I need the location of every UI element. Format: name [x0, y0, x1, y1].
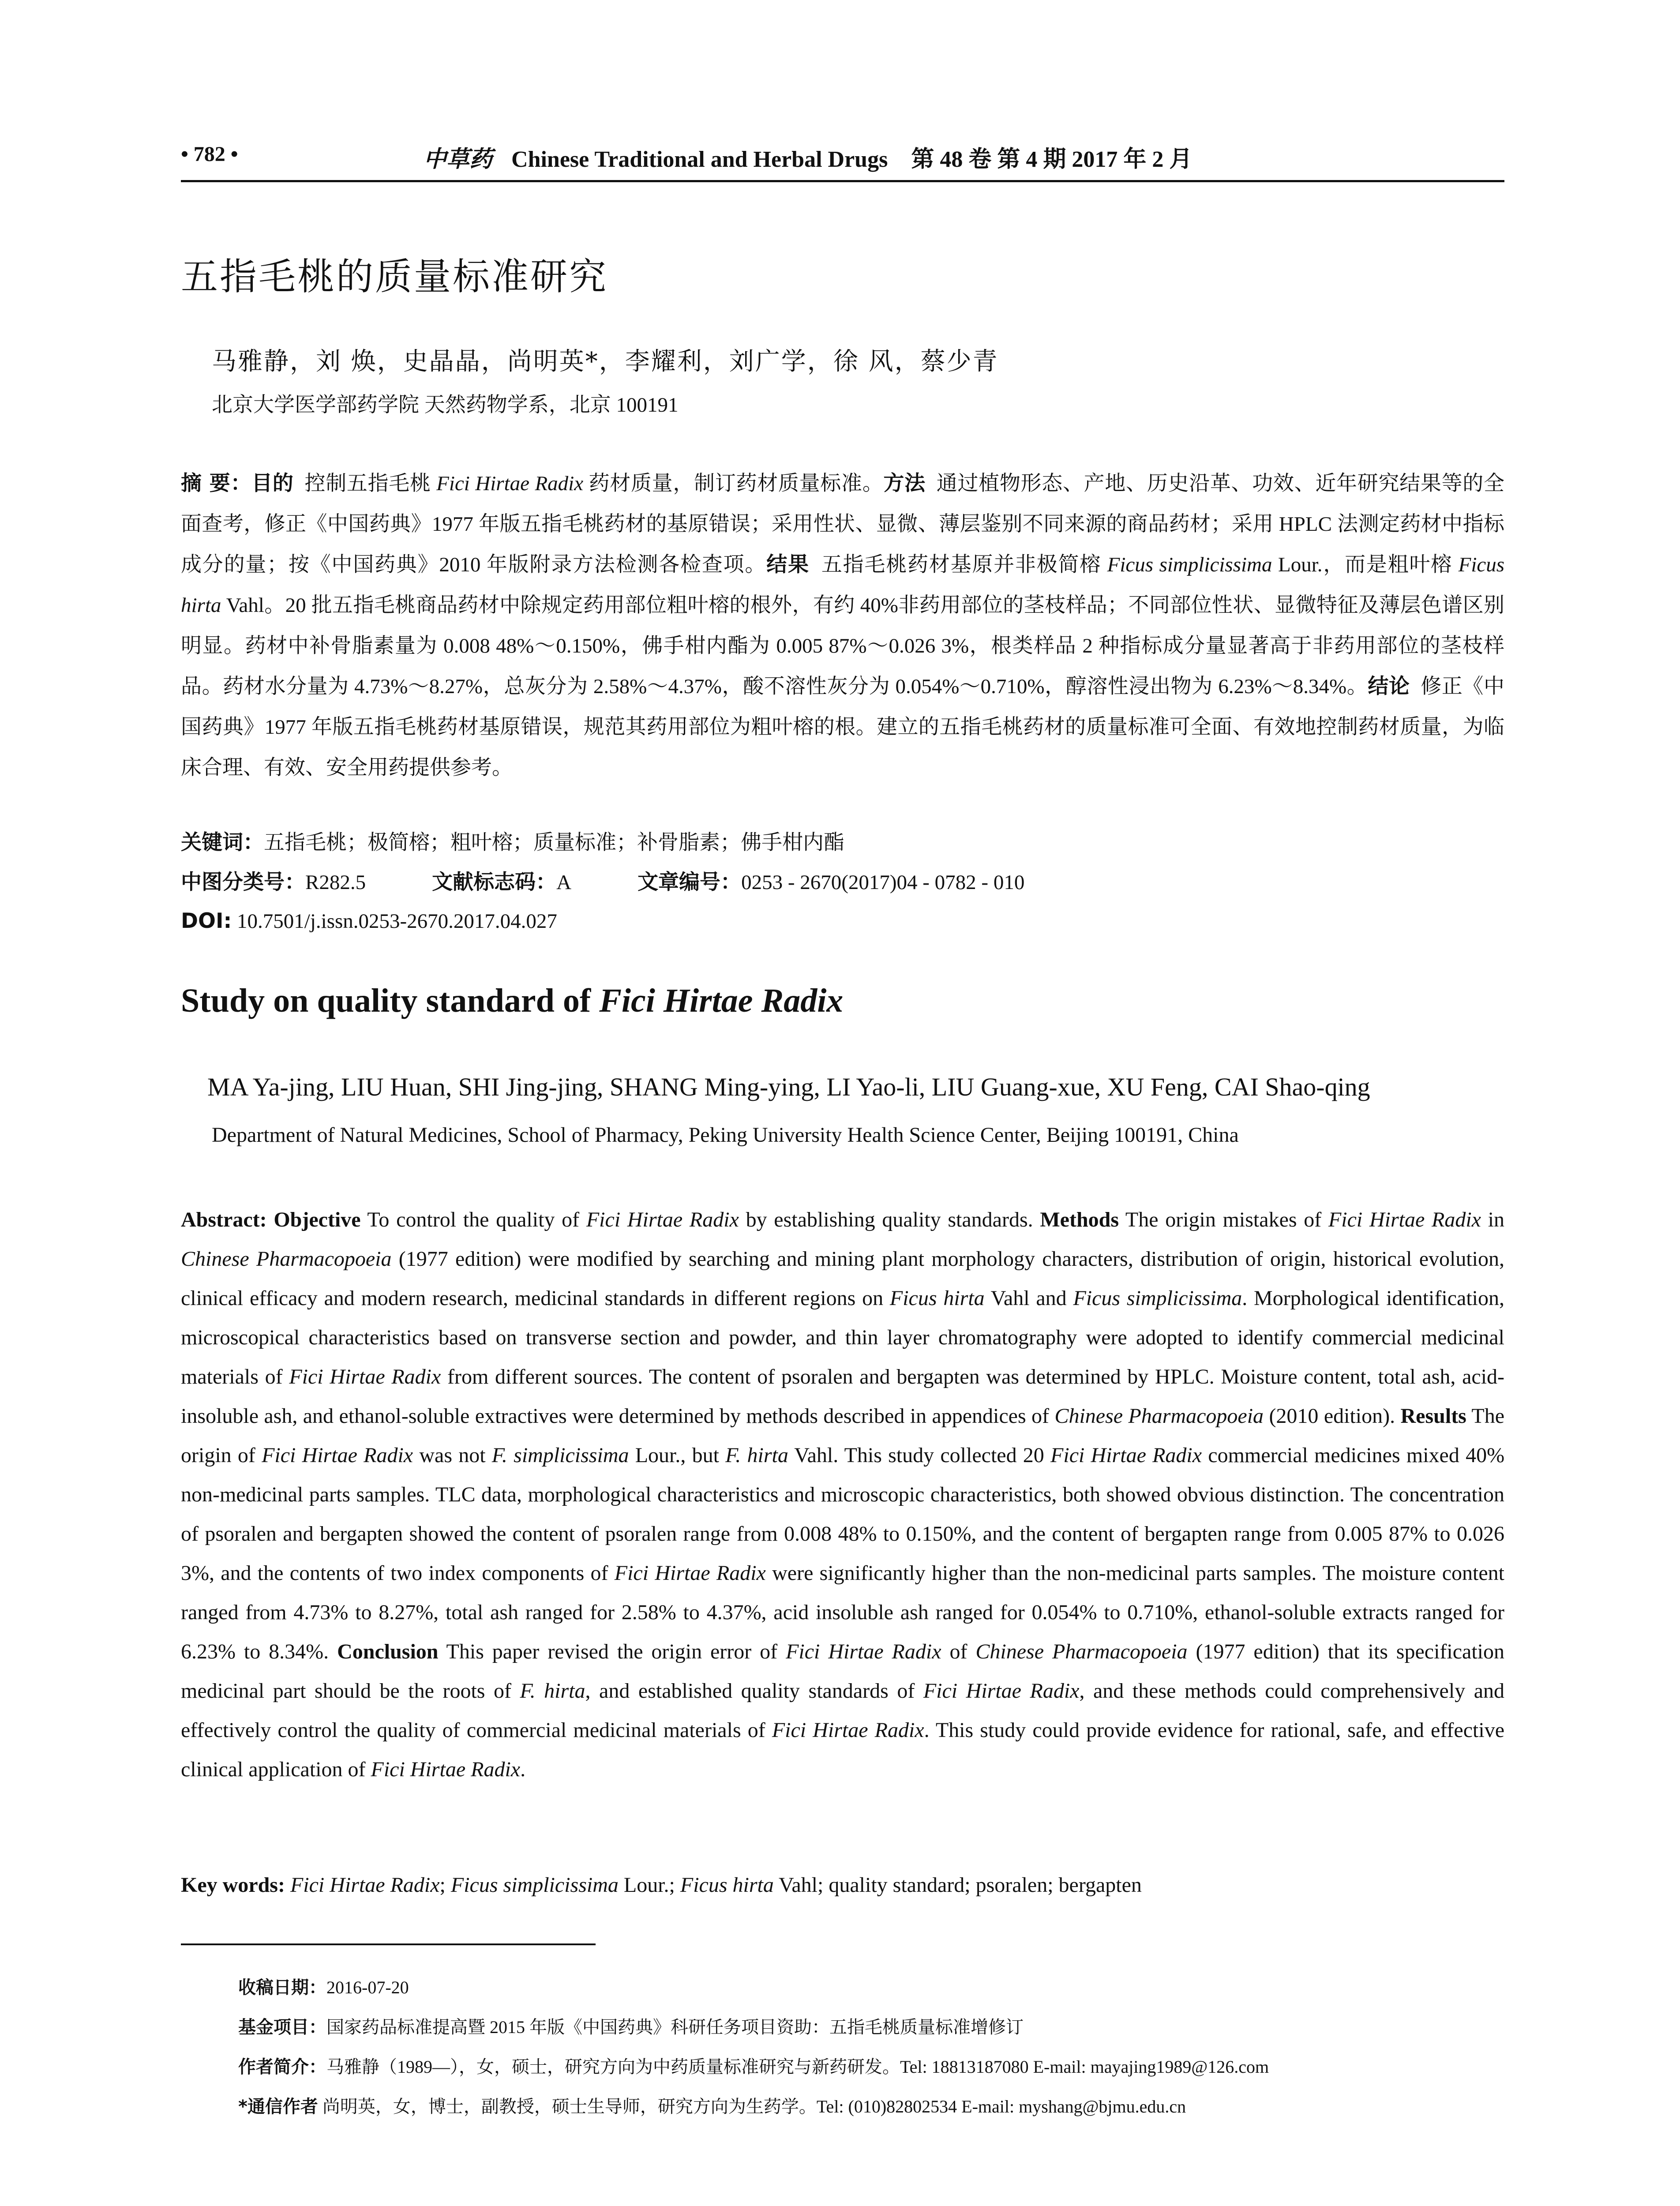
cn-authors: 马雅静，刘 焕，史晶晶，尚明英*，李耀利，刘广学，徐 风，蔡少青 — [212, 347, 999, 376]
cn-results-text-2: Lour.，而是粗叶榕 — [1272, 553, 1459, 576]
received-label: 收稿日期： — [238, 1977, 326, 1998]
cn-objective-text: 控制五指毛桃 — [304, 472, 437, 495]
journal-name-cn: 中草药 — [424, 146, 493, 173]
en-methods-text: (2010 edition). — [1264, 1404, 1401, 1428]
en-affiliation: Department of Natural Medicines, School of Pharmacy, Peking University Health Science Center, Beijing 100191, China — [212, 1123, 1239, 1147]
en-conclusion-text: . — [520, 1758, 526, 1781]
cn-methods-label: 方法 — [883, 471, 926, 495]
en-title-italic: Fici Hirtae Radix — [599, 982, 844, 1019]
footnotes — [238, 1968, 1504, 2127]
en-methods-text: (1977 edition) were modified by searching and mining plant morphology characters, distribution of origin, historical evolution, clinical efficacy and modern research, medicinal standards in different regions on — [181, 1247, 1505, 1310]
cn-results-text-3: Vahl。20 批五指毛桃商品药材中除规定药用部位粗叶榕的根外，有约 40%非药用部位的茎枝样品；不同部位性状、显微特征及薄层色谱区别明显。药材中补骨脂素量为 0.008 48%～0.150%，佛手柑内酯为 0.005 87%～0.026 3%，根类样品 2 种指标成分量显著高于非药用部位的茎枝样品。药材水分量为 4.73%～8.27%，总灰分为 2.58%～4.37%，酸不溶性灰分为 0.054%～0.710%，醇溶性浸出物为 6.23%～8.34%。 — [181, 594, 1504, 698]
en-keyword-rest: Vahl; quality standard; psoralen; bergapten — [773, 1873, 1142, 1897]
cn-conclusion-label: 结论 — [1368, 674, 1410, 698]
en-objective-text-2: by establishing quality standards. — [739, 1208, 1040, 1231]
en-cp: Chinese Pharmacopoeia — [1054, 1404, 1264, 1428]
en-authors: MA Ya-jing, LIU Huan, SHI Jing-jing, SHANG Ming-ying, LI Yao-li, LIU Guang-xue, XU Feng, CAI Shao-qing — [207, 1073, 1370, 1101]
en-methods-label: Methods — [1040, 1208, 1119, 1231]
footnote-corresponding — [238, 2087, 1504, 2127]
doi-line — [181, 908, 1504, 934]
article-no-value: 0253 - 2670(2017)04 - 0782 - 010 — [741, 871, 1025, 894]
cn-results-text: 五指毛桃药材基原并非极简榕 — [821, 553, 1107, 576]
article-no-label: 文章编号： — [638, 870, 742, 894]
en-fhr: Fici Hirtae Radix — [262, 1444, 413, 1467]
en-fhr: Fici Hirtae Radix — [1050, 1444, 1202, 1467]
en-fhr: Fici Hirtae Radix — [1328, 1208, 1481, 1231]
doi-value: 10.7501/j.issn.0253-2670.2017.04.027 — [232, 910, 557, 933]
en-results-text: The origin of — [181, 1404, 1505, 1467]
en-methods-text: from different sources. The content of psoralen and bergapten was determined by HPLC. Moisture content, total ash, acid-insoluble ash, and ethanol-soluble extractives were determined by methods described in appendices of — [181, 1365, 1505, 1428]
en-abstract — [181, 1200, 1504, 1789]
en-conclusion-text: , and these methods could comprehensively and effectively control the quality of commercial medicinal materials of — [181, 1679, 1505, 1742]
footnote-rule — [181, 1943, 596, 1945]
en-title-plain: Study on quality standard of — [181, 982, 600, 1019]
fund-value: 国家药品标准提高暨 2015 年版《中国药典》科研任务项目资助：五指毛桃质量标准增修订 — [326, 2017, 1024, 2037]
en-conclusion-label: Conclusion — [337, 1640, 439, 1663]
en-title — [181, 982, 843, 1020]
en-ficus-hirta: Ficus hirta — [889, 1287, 985, 1310]
cn-objective-text-2: 药材质量，制订药材质量标准。 — [583, 472, 884, 495]
journal-issue: 第 48 卷 第 4 期 2017 年 2 月 — [911, 147, 1192, 172]
en-fhr: Fici Hirtae Radix — [371, 1758, 521, 1781]
cn-keywords-label: 关键词： — [181, 830, 264, 855]
en-f-simp: F. simplicissima — [491, 1444, 629, 1467]
en-keywords-label: Key words: — [181, 1873, 285, 1897]
en-methods-text: The origin mistakes of — [1119, 1208, 1328, 1231]
doc-code-value: A — [556, 871, 572, 894]
author-value: 马雅静（1989—），女，硕士，研究方向为中药质量标准研究与新药研发。Tel: 18813187080 E-mail: mayajing1989@126.com — [326, 2057, 1269, 2077]
cn-abstract-label: 摘 要： — [181, 471, 252, 495]
en-methods-text: Vahl and — [984, 1287, 1073, 1310]
en-abstract-label: Abstract: Objective — [181, 1208, 361, 1231]
doi-label: DOI: — [181, 909, 232, 933]
en-fhr: Fici Hirtae Radix — [614, 1561, 766, 1585]
en-keyword: Ficus hirta — [680, 1873, 774, 1897]
author-label: 作者简介： — [238, 2057, 326, 2077]
en-results-text: Vahl. This study collected 20 — [788, 1444, 1051, 1467]
cn-keywords-text: 五指毛桃；极简榕；粗叶榕；质量标准；补骨脂素；佛手柑内酯 — [264, 831, 844, 854]
en-results-text: commercial medicines mixed 40% non-medicinal parts samples. TLC data, morphological characteristics and microscopic characteristics, both showed obvious distinction. The concentration of psoralen and bergapten showed the content of psoralen range from 0.008 48% to 0.150%, and the content of bergapten range from 0.005 87% to 0.026 3%, and the contents of two index components of — [181, 1444, 1505, 1585]
en-ficus-simp: Ficus simplicissima — [1073, 1287, 1242, 1310]
cn-objective-italic: Fici Hirtae Radix — [436, 472, 584, 495]
doc-code-label: 文献标志码： — [432, 870, 557, 894]
en-conclusion-text: of — [941, 1640, 976, 1663]
en-cp: Chinese Pharmacopoeia — [181, 1247, 392, 1271]
cn-conclusion-text: 修正《中国药典》1977 年版五指毛桃药材基原错误，规范其药用部位为粗叶榕的根。建立的五指毛桃药材的质量标准可全面、有效地控制药材质量，为临床合理、有效、安全用药提供参考。 — [181, 675, 1505, 779]
cn-title: 五指毛桃的质量标准研究 — [181, 255, 608, 298]
footnote-author — [238, 2047, 1504, 2087]
journal-line — [424, 140, 1192, 173]
en-results-text: were significantly higher than the non-medicinal parts samples. The moisture content ranged from 4.73% to 8.27%, total ash ranged for 2.58% to 4.37%, acid insoluble ash ranged for 0.054% to 0.710%, ethanol-soluble extracts ranged for 6.23% to 8.34%. — [181, 1561, 1504, 1663]
en-keyword: Fici Hirtae Radix — [290, 1873, 440, 1897]
en-keywords — [181, 1873, 1504, 1897]
cn-results-label: 结果 — [766, 552, 810, 577]
clc-label: 中图分类号： — [181, 870, 305, 894]
en-results-text: Lour., but — [629, 1444, 726, 1467]
running-header — [181, 140, 1504, 182]
corr-label: *通信作者 — [238, 2097, 318, 2117]
en-methods-text: in — [1481, 1208, 1505, 1231]
en-fhr: Fici Hirtae Radix — [786, 1640, 941, 1663]
en-results-label: Results — [1400, 1404, 1466, 1428]
en-conclusion-text: (1977 edition) that its specification medicinal part should be the roots of — [181, 1640, 1505, 1703]
cn-affiliation: 北京大学医学部药学院 天然药物学系，北京 100191 — [212, 394, 679, 416]
footnote-fund — [238, 2007, 1504, 2047]
en-keyword: Ficus simplicissima — [450, 1873, 619, 1897]
cn-objective-label: 目的 — [251, 471, 294, 495]
fund-label: 基金项目： — [238, 2017, 326, 2037]
en-f-hirta: F. hirta — [520, 1679, 585, 1703]
en-f-hirta: F. hirta — [725, 1444, 788, 1467]
en-fhr: Fici Hirtae Radix — [923, 1679, 1080, 1703]
en-conclusion-text: . This study could provide evidence for rational, safe, and effective clinical application of — [181, 1718, 1505, 1781]
en-fhr: Fici Hirtae Radix — [586, 1208, 739, 1231]
received-value: 2016-07-20 — [326, 1977, 409, 1997]
cn-keywords — [181, 829, 1504, 856]
en-objective-text: To control the quality of — [360, 1208, 586, 1231]
en-methods-text: . Morphological identification, microscopical characteristics based on transverse section and powder, and thin layer chromatography were adopted to identify commercial medicinal materials of — [181, 1287, 1504, 1388]
en-conclusion-text: , and established quality standards of — [585, 1679, 923, 1703]
page-number: • 782 • — [181, 143, 238, 166]
en-fhr: Fici Hirtae Radix — [772, 1718, 924, 1742]
en-keyword-sep: Lour.; — [618, 1873, 680, 1897]
cn-results-italic-1: Ficus simplicissima — [1107, 553, 1272, 576]
clc-value: R282.5 — [305, 871, 366, 894]
cn-methods-text: 通过植物形态、产地、历史沿革、功效、近年研究结果等的全面查考，修正《中国药典》1977 年版五指毛桃药材的基原错误；采用性状、显微、薄层鉴别不同来源的商品药材；采用 HPLC 法测定药材中指标成分的量；按《中国药典》2010 年版附录方法检测各检查项。 — [181, 472, 1504, 576]
en-cp: Chinese Pharmacopoeia — [975, 1640, 1188, 1663]
footnote-received — [238, 1968, 1504, 2007]
en-fhr: Fici Hirtae Radix — [289, 1365, 441, 1388]
journal-name-en: Chinese Traditional and Herbal Drugs — [511, 147, 888, 172]
cn-abstract — [181, 463, 1504, 788]
en-conclusion-text: This paper revised the origin error of — [438, 1640, 786, 1663]
cn-classification — [181, 869, 1504, 896]
en-keyword-sep: ; — [439, 1873, 451, 1897]
corr-value: 尚明英，女，博士，副教授，硕士生导师，研究方向为生药学。Tel: (010)82802534 E-mail: myshang@bjmu.edu.cn — [318, 2097, 1186, 2116]
cn-results-italic-2: Ficus hirta — [181, 553, 1505, 617]
en-results-text: was not — [413, 1444, 492, 1467]
